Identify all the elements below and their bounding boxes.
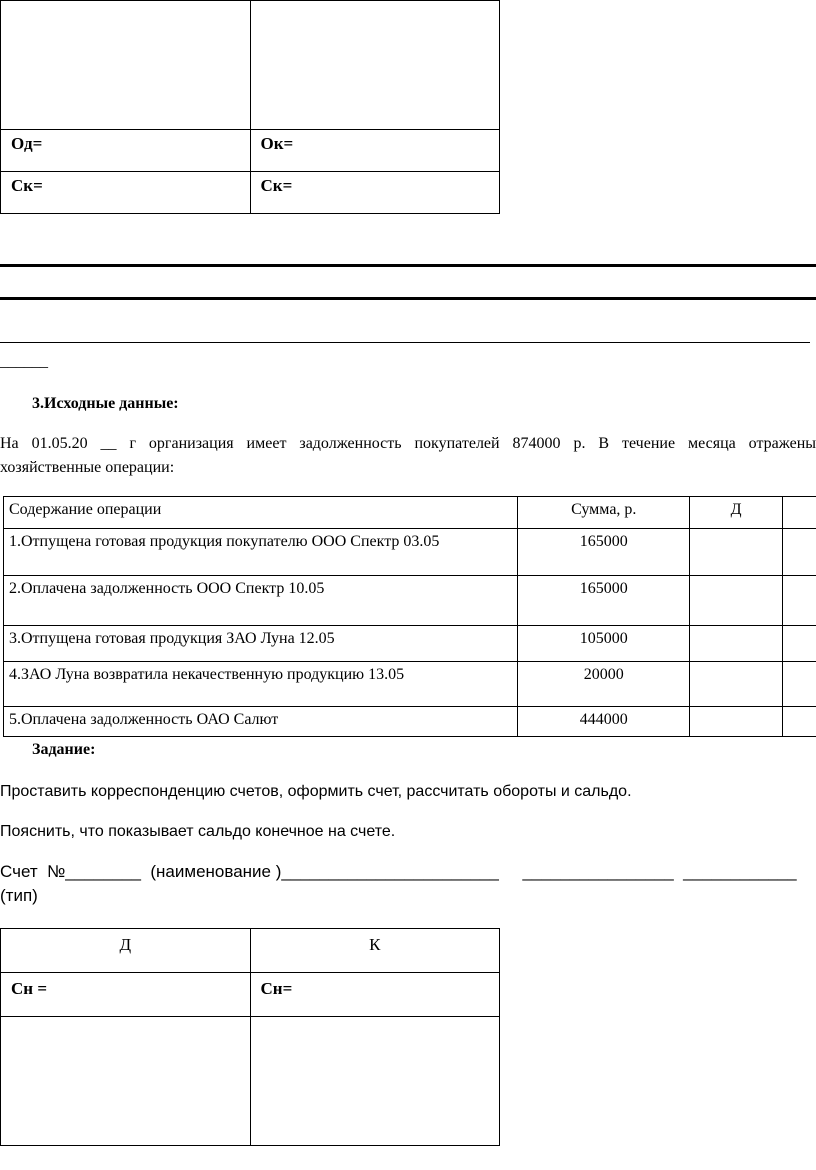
sk-debit-label: Ск= [1,172,251,214]
operation-debit [690,662,783,707]
bottom-account-credit-entries [250,1017,500,1146]
sn-debit-label: Сн = [1,973,251,1017]
operation-amount: 444000 [518,707,690,737]
operation-debit [690,626,783,662]
credit-header: К [250,929,500,973]
sk-credit-label: Ск= [250,172,500,214]
operations-header-row [4,497,816,529]
operation-debit [690,529,783,576]
separator-line-3 [0,342,810,343]
account-type-label: (тип) [0,886,38,905]
sn-credit-label: Сн= [250,973,500,1017]
header-description: Содержание операции [4,497,518,529]
header-debit: Д [690,497,783,529]
top-account-credit-entries [250,1,500,130]
operation-credit [783,662,816,707]
header-amount: Сумма, р. [518,497,690,529]
od-label: Од= [1,130,251,172]
table-row [4,529,816,576]
task-line-1: Проставить корреспонденцию счетов, оформить счет, рассчитать обороты и сальдо. [0,783,632,800]
intro-text-line2: хозяйственные операции: [0,459,175,476]
operation-description: 1.Отпущена готовая продукция покупателю ООО Спектр 03.05 [4,529,518,576]
task-title: Задание: [32,741,96,758]
operations-table [3,496,816,737]
section-title: 3.Исходные данные: [32,395,179,412]
operation-description: 5.Оплачена задолженность ОАО Салют [4,707,518,737]
bottom-account-debit-entries [1,1017,251,1146]
operation-debit [690,707,783,737]
operation-description: 2.Оплачена задолженность ООО Спектр 10.05 [4,576,518,626]
operation-amount: 20000 [518,662,690,707]
top-t-account [0,0,500,214]
operation-debit [690,576,783,626]
intro-text-line1: На 01.05.20 __ г организация имеет задолженность покупателей 874000 р. В течение месяца отражены [0,435,816,452]
table-row [4,707,816,737]
operation-amount: 165000 [518,529,690,576]
table-row [4,576,816,626]
separator-line-2 [0,297,816,300]
operation-credit [783,576,816,626]
table-row [4,626,816,662]
table-row [4,662,816,707]
operation-credit [783,707,816,737]
operation-description: 3.Отпущена готовая продукция ЗАО Луна 12.05 [4,626,518,662]
operation-amount: 165000 [518,576,690,626]
separator-line-1 [0,264,816,267]
operation-credit [783,529,816,576]
operation-amount: 105000 [518,626,690,662]
account-header-line: Счет №________ (наименование )_______________________ ________________ ____________ [0,862,797,881]
operation-credit [783,626,816,662]
operation-description: 4.ЗАО Луна возвратила некачественную продукцию 13.05 [4,662,518,707]
header-credit [783,497,816,529]
debit-header: Д [1,929,251,973]
bottom-t-account [0,928,500,1146]
task-line-2: Пояснить, что показывает сальдо конечное на счете. [0,823,396,840]
ok-label: Ок= [250,130,500,172]
top-account-debit-entries [1,1,251,130]
stray-underline: ______ [0,353,48,370]
